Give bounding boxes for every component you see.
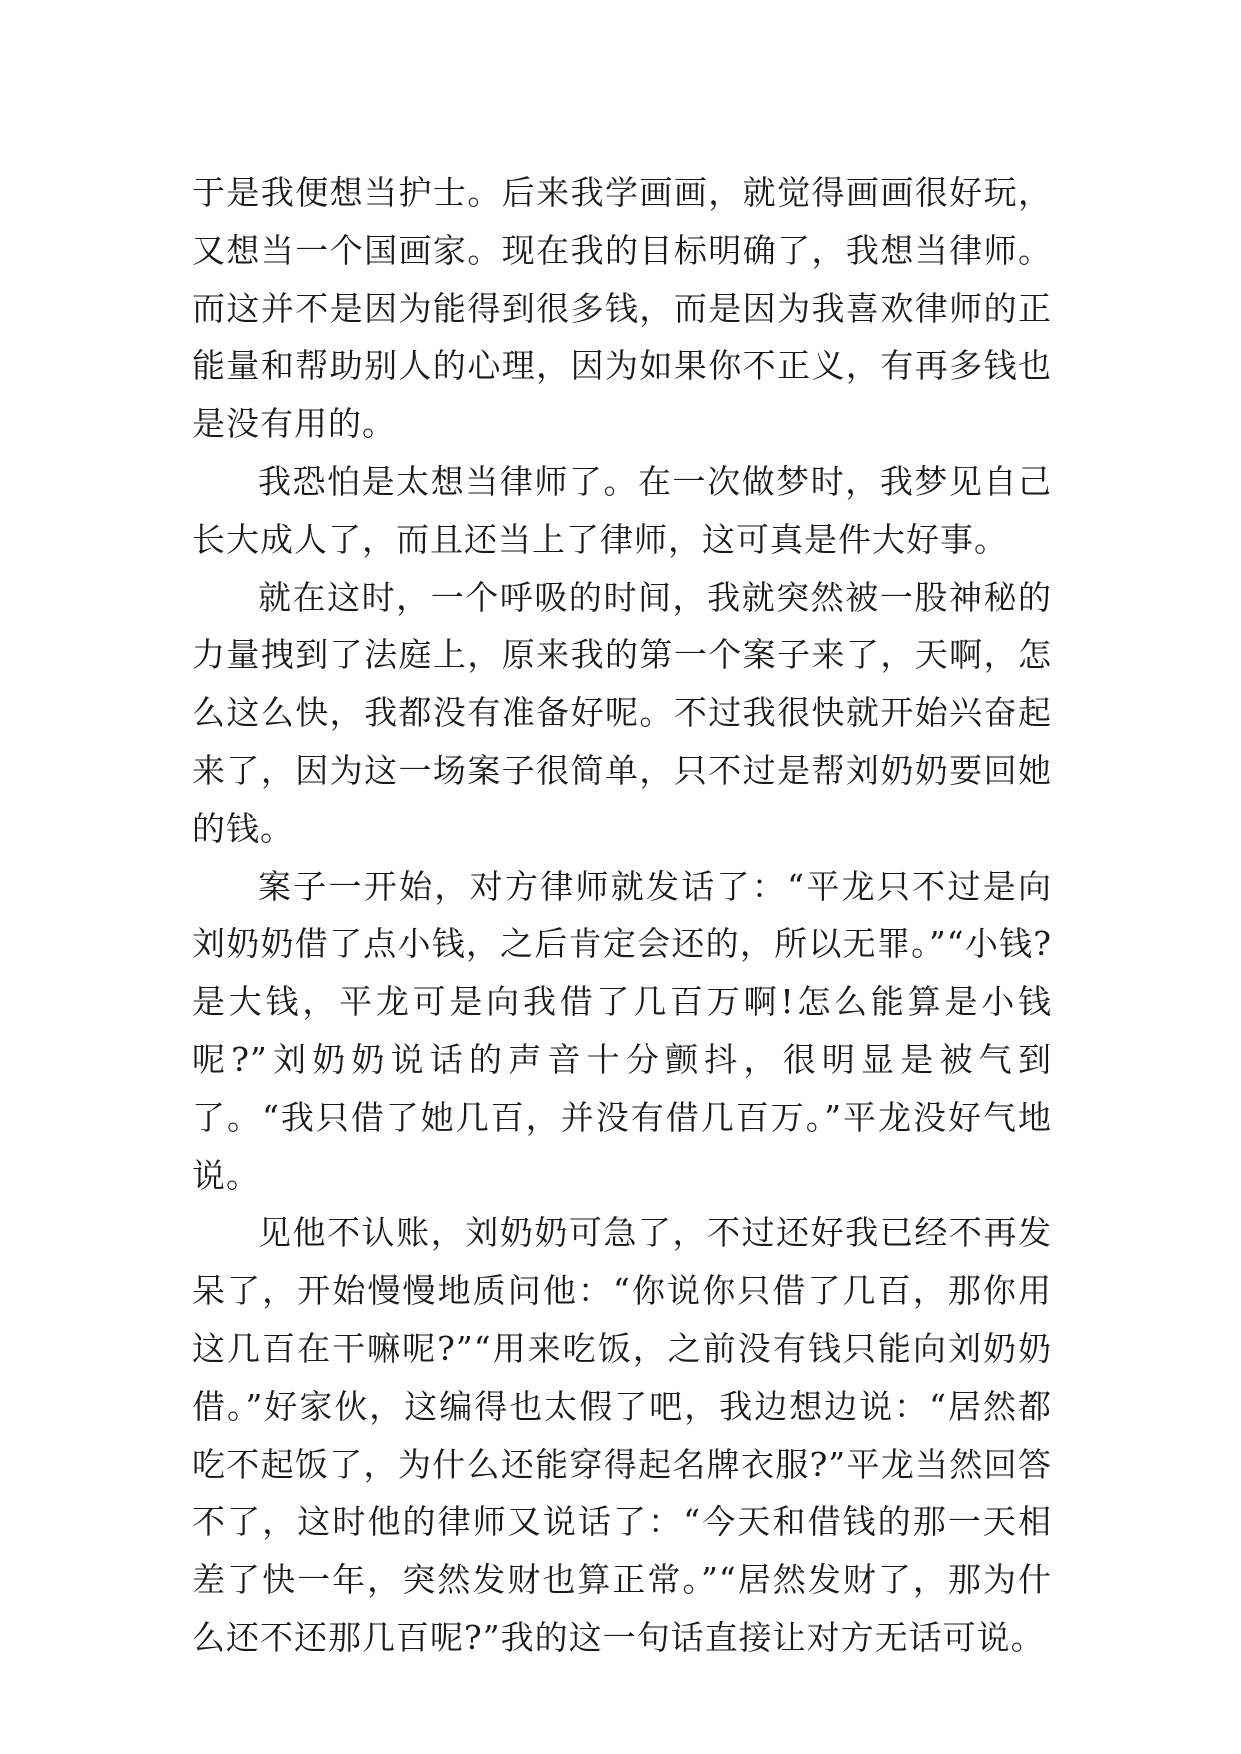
- paragraph: 于是我便想当护士。后来我学画画，就觉得画画很好玩，又想当一个国画家。现在我的目标明确了，我想当律师。而这并不是因为能得到很多钱，而是因为我喜欢律师的正能量和帮助别人的心理，因为如果你不正义，有再多钱也是没有用的。: [192, 173, 1052, 444]
- document-body: [192, 164, 1052, 1667]
- paragraph: 见他不认账，刘奶奶可急了，不过还好我已经不再发呆了，开始慢慢地质问他：“你说你只借了几百，那你用这几百在干嘛呢?”“用来吃饭，之前没有钱只能向刘奶奶借。”好家伙，这编得也太假了吧，我边想边说：“居然都吃不起饭了，为什么还能穿得起名牌衣服?”平龙当然回答不了，这时他的律师又说话了：“今天和借钱的那一天相差了快一年，突然发财也算正常。”“居然发财了，那为什么还不还那几百呢?”我的这一句话直接让对方无话可说。: [192, 1213, 1052, 1657]
- paragraph: 案子一开始，对方律师就发话了：“平龙只不过是向刘奶奶借了点小钱，之后肯定会还的，所以无罪。”“小钱?是大钱，平龙可是向我借了几百万啊!怎么能算是小钱呢?”刘奶奶说话的声音十分颤抖，很明显是被气到了。“我只借了她几百，并没有借几百万。”平龙没好气地说。: [192, 866, 1052, 1195]
- paragraph: 我恐怕是太想当律师了。在一次做梦时，我梦见自己长大成人了，而且还当上了律师，这可真是件大好事。: [192, 461, 1052, 559]
- paragraph: 就在这时，一个呼吸的时间，我就突然被一股神秘的力量拽到了法庭上，原来我的第一个案子来了，天啊，怎么这么快，我都没有准备好呢。不过我很快就开始兴奋起来了，因为这一场案子很简单，只不过是帮刘奶奶要回她的钱。: [192, 577, 1052, 848]
